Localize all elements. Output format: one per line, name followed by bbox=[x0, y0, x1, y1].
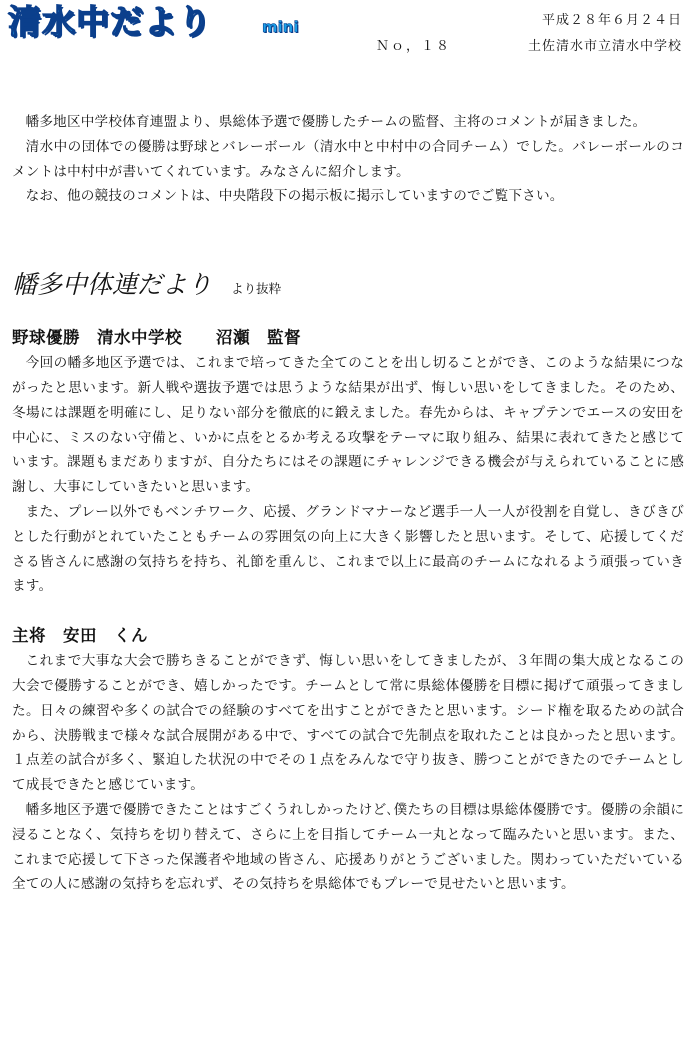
newsletter-logo-mini: mini bbox=[262, 18, 299, 36]
intro-paragraph: 幡多地区中学校体育連盟より、県総体予選で優勝したチームの監督、主将のコメントが届きました。 bbox=[25, 114, 647, 130]
intro-paragraph: 清水中の団体での優勝は野球とバレーボール（清水中と中村中の合同チーム）でした。バレーボールのコメントは中村中が書いてくれています。みなさんに紹介します。 bbox=[12, 138, 684, 180]
newsletter-header bbox=[0, 0, 694, 60]
newsletter-logo: 清水中だより bbox=[8, 2, 212, 41]
intro-block bbox=[12, 110, 684, 209]
issue-date: 平成２８年６月２４日 bbox=[541, 13, 682, 28]
issue-number: Ｎｏ，１８ bbox=[376, 39, 452, 54]
section-title bbox=[12, 265, 684, 305]
section-title-main: 幡多中体連だより bbox=[12, 270, 213, 300]
intro-paragraph: なお、他の競技のコメントは、中央階段下の掲示板に掲示していますのでご覧下さい。 bbox=[25, 188, 564, 205]
school-name: 土佐清水市立清水中学校 bbox=[527, 39, 682, 54]
baseball-coach-heading: 野球優勝 清水中学校 沼瀬 監督 bbox=[12, 328, 301, 348]
captain-paragraph: 幡多地区予選で優勝できたことはすごくうれしかったけど､僕たちの目標は県総体優勝です。優勝の余韻に浸ることなく、気持ちを切り替えて、さらに上を目指してチーム一丸となって臨みたいと思います。また、これまで応援して下さった保護者や地域の皆さん、応援ありがとうございました。関わっていただいている全ての人に感謝の気持ちを忘れず、その気持ちを県総体でもプレーで見せたいと思います。 bbox=[12, 801, 684, 893]
baseball-coach-paragraph: また、プレー以外でもベンチワーク、応援、グランドマナーなど選手一人一人が役割を自覚し、きびきびとした行動がとれていたこともチームの雰囲気の向上に大きく影響したと思います。そして、応援してくださる皆さんに感謝の気持ちを持ち、礼節を重んじ、これまで以上に最高のチームになれるよう頑張っていきます。 bbox=[12, 503, 684, 595]
section-title-sub: より抜粋 bbox=[231, 281, 282, 297]
captain-paragraph: これまで大事な大会で勝ちきることができず、悔しい思いをしてきましたが、３年間の集大成となるこの大会で優勝することができ、嬉しかったです。チームとして常に県総体優勝を目標に掲げて頑張ってきました。日々の練習や多くの試合での経験のすべてを出すことができたと思います。シード権を取るための試合から、決勝戦まで様々な試合展開がある中で、すべての試合で先制点を取れたことは良かったと思います。１点差の試合が多く、緊迫した状況の中でその１点をみんなで守り抜き、勝つことができたのでチームとして成長できたと感じています。 bbox=[12, 653, 684, 794]
captain-heading: 主将 安田 くん bbox=[12, 626, 148, 646]
newsletter-body bbox=[12, 110, 684, 897]
baseball-coach-paragraph: 今回の幡多地区予選では、これまで培ってきた全てのことを出し切ることができ、このような結果につながったと思います。新人戦や選抜予選では思うような結果が出ず、悔しい思いをしてきました。そのため、冬場には課題を明確にし、足りない部分を徹底的に鍛えました。春先からは、キャプテンでエースの安田を中心に、ミスのない守備と、いかに点をとるか考える攻撃をテーマに取り組み、結果に表れてきたと感じています。課題もまだありますが、自分たちにはその課題にチャレンジできる機会が与えられていることに感謝し、大事にしていきたいと思います。 bbox=[12, 355, 684, 496]
